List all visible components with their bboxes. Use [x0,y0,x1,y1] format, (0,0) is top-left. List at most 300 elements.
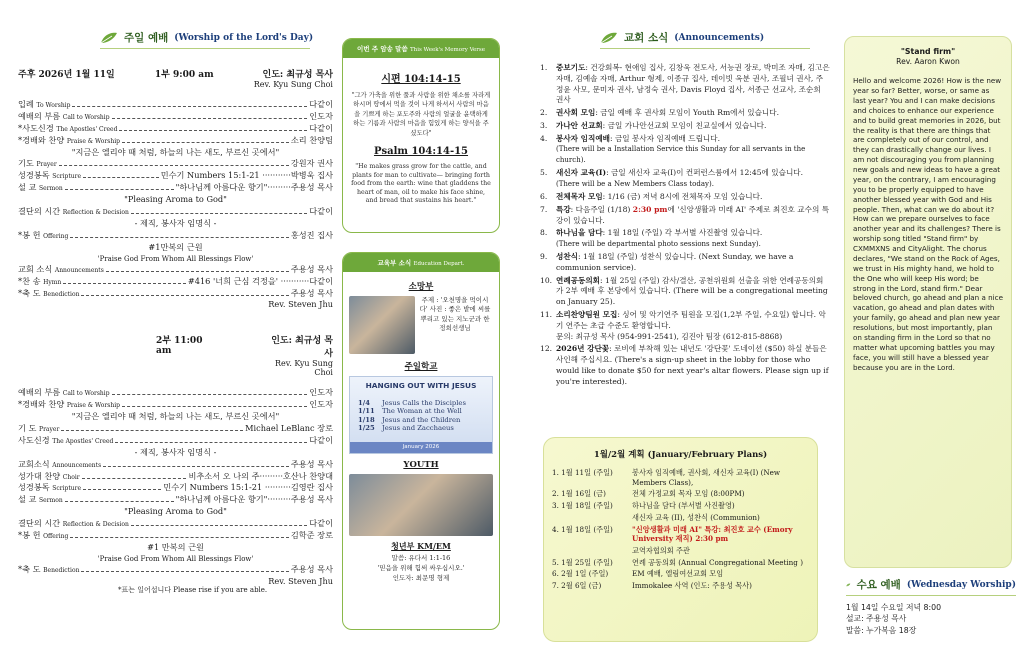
plan-event: 하나님을 담다 (부서별 사진촬영) [632,501,735,511]
order-leader-dots [112,394,308,395]
order-label-ko: 입례 [18,99,34,109]
order-label-ko: 교회소식 [18,458,50,469]
order-label-ko: *찬 송 [18,275,41,286]
km-leader: 인도자: 최문명 형제 [392,573,450,582]
order-label-ko: *축 도 [18,287,41,298]
order-label-en: To Worship [36,102,71,109]
order-center-sub: 'Praise God From Whom All Blessings Flow' [97,254,254,263]
leader-ko: 인도: 최규성 목사 [262,70,333,80]
announcement-heading: 봉사자 임직예배 [556,133,610,143]
order-label [18,135,120,147]
announcement-english: (There will be departmental photo sessions next Sunday). [556,240,761,249]
second-service-time: 2부 11:00 am [156,336,203,357]
announcement-item [540,252,830,274]
plan-row [552,558,809,570]
order-label-ko: 결단의 시간 [18,518,61,529]
announcement-heading: 권사회 모임 [556,108,596,118]
wed-details [846,602,1016,636]
order-label-ko: *축 도 [18,563,41,574]
announcement-heading: 2026년 강단꽃 [556,344,610,354]
order-label-en: Prayer [39,425,60,433]
order-row [18,206,333,218]
order-leader-dots [63,283,186,284]
announcements-header [600,30,830,45]
announcement-number: 4. [540,133,548,143]
edu-header-ko: 교육부 소식 [377,259,412,267]
order-center-sub: 'Praise God From Whom All Blessings Flow' [97,554,254,563]
order-value: 민수기 Numbers 15:1-21 ··········김영란 집사 [163,482,333,493]
order-value: 주용성 목사 [290,563,333,574]
order-row [18,182,333,194]
second-service-header [18,333,333,377]
announcement-heading: 가나안 선교회 [556,120,603,130]
order-center-text: - 제직, 봉사자 임명식 - [134,217,217,228]
announcement-body: : 금일 봉사자 임직예배 드립니다. [610,133,720,143]
order-row [18,230,333,242]
order-center-text: #1만복의 근원 [148,241,203,252]
order-value: 인도자 [309,387,333,398]
announcement-heading: 연례공동의회 [556,275,601,285]
km-em-section [343,540,499,583]
banner-title: HANGING OUT WITH JESUS [365,381,477,390]
order-row [18,518,333,530]
announcement-list [540,63,830,388]
memory-verse-box [342,38,500,233]
announcement-item [540,192,830,203]
order-label-ko: 사도신경 [18,434,50,445]
order-center-text: #1 만복의 근원 [147,541,204,552]
plan-date: 4. 1월 18일 (주일) [552,524,613,534]
lesson-item [358,399,466,407]
plan-row [552,525,809,546]
order-label-ko: 교회 소식 [18,263,53,274]
announcement-number: 6. [540,192,548,202]
order-label-ko: 설 교 [18,182,37,193]
lesson-date: 1/4 [358,399,370,407]
header-underline [846,595,1016,596]
order-row [18,111,333,123]
announcement-item [540,310,830,342]
stand-firm-box [844,36,1012,568]
first-service-order [18,99,333,311]
order-row [18,99,333,111]
education-header [343,253,499,272]
plan-date: 5. 1월 25일 (주일) [552,557,613,567]
order-center-line [18,194,333,206]
order-leader-dots [81,295,288,296]
sunday-worship-column [18,0,333,663]
announcement-english: (There will be a Installation Service this Sunday for all servants in the church). [556,145,806,165]
order-leader-dots [122,142,289,143]
announcement-body: : 금일 새신자 교육(I)이 컨퍼런스룸에서 12:45에 있습니다. [606,168,804,178]
order-value: 민수기 Numbers 15:1-21 ···········박병욱 집사 [160,170,333,181]
order-label [18,564,79,576]
announcement-item [540,344,830,387]
order-row [18,482,333,494]
order-value: 비추소서 오 나의 주·········호산나 찬양대 [188,470,333,481]
plan-row [552,546,809,558]
order-label [18,276,61,288]
order-value: 주용성 목사 [290,458,333,469]
lesson-date: 1/18 [358,415,375,424]
announcement-item [540,121,830,132]
leader-ko: 인도: 최규성 목사 [271,336,333,360]
wed-preacher: 설교: 주용성 목사 [846,614,907,624]
order-label-en: Choir [62,473,80,481]
order-leader-dots [103,466,289,467]
announcement-text [556,228,762,250]
plan-event: EM 예배, 엘림여선교회 모임 [632,569,724,579]
km-scripture: 말씀: 유다서 1:1-16 [391,554,451,562]
announcement-item [540,168,830,190]
order-value: 홍성진 집사 [290,229,333,240]
order-row [18,564,333,576]
order-row [18,276,333,288]
plan-date: 3. 1월 18일 (주일) [552,501,613,511]
plan-date [552,546,632,558]
order-label-ko: *봉 헌 [18,229,41,240]
plans-title: 1월/2월 계획 (January/February Plans) [593,450,768,460]
order-leader-dots [61,430,243,431]
leaf-icon [846,579,851,591]
plan-date: 1. 1월 11일 (주일) [552,468,613,477]
wed-datetime: 1월 14일 수요일 저녁 8:00 [846,603,942,612]
order-center-text: "지금은 엘리야 때 처럼, 하늘의 나는 새도, 부르신 곳에서" [71,146,280,157]
order-leader-dots [115,442,307,443]
order-row [18,435,333,447]
order-label [18,170,81,182]
announcement-body: : 1월 18일 (주일) 성찬식 있습니다. (Next Sunday, we have a communion service). [556,252,794,272]
leaf-icon [600,32,618,44]
second-service-leader [264,333,333,377]
order-row [18,264,333,276]
announcement-item [540,276,830,308]
announcement-text [556,63,830,106]
order-label-en: Announcements [52,461,102,469]
somang-row [343,296,499,354]
order-label-en: Benediction [43,566,80,574]
plans-table [552,468,809,593]
announcement-number: 8. [540,228,548,238]
announcement-text [556,344,830,387]
announcement-body: : 로비에 부착해 있는 내년도 '강단꽃' 도네이션 ($50) 하실 분들은 사인해 주십시요. (There's a sign-up sheet in the lobby for those who would like to donate $50 for next year's altar flowers. Please sign up if you're interested). [556,344,829,386]
announcement-text [556,108,779,119]
order-leader-dots [131,213,307,214]
order-leader-dots [131,525,307,526]
order-leader-dots [82,478,187,479]
announcement-heading: 중보기도 [556,63,586,72]
order-label-en: Reflection & Decision [62,209,129,217]
stand-firm-title: "Stand firm" [900,47,956,56]
order-row [18,530,333,542]
order-value: 다같이 [309,99,333,109]
middle-column [342,0,500,663]
announcement-body: : 1월 18일 (주일) 각 부서별 사진촬영 있습니다. [602,228,763,238]
announcement-number: 10. [540,275,553,285]
order-label-en: Scripture [52,173,82,181]
leader-en: Rev. Kyu Sung Choi [253,80,333,89]
announcement-text [556,276,830,308]
order-label-ko: 성경봉독 [18,482,50,493]
lesson-item [358,424,466,432]
order-signature: Rev. Steven Jhu [268,299,333,310]
verse-header-en: This Week's Memory Verse [410,47,485,53]
order-value: 다같이 [309,206,333,217]
order-center-line [18,218,333,230]
youth-photo [349,474,493,536]
order-leader-dots [112,118,308,119]
lesson-date: 1/25 [358,424,375,433]
announcement-highlight: 2:30 pm [632,204,668,214]
order-label-en: Sermon [39,185,63,193]
order-center-line [18,542,333,564]
order-label [18,206,129,218]
memory-verse-header [343,39,499,58]
leader-en: Rev. Kyu Sung Choi [275,359,333,378]
order-value: 인도자 [309,110,333,121]
plan-event: 전체 가정교회 목자 모임 (8:00PM) [632,489,745,499]
order-label-ko: *경배와 찬양 [18,134,65,145]
plan-row [552,489,809,501]
wed-title-ko: 수요 예배 [856,579,901,591]
lesson-title: The Woman at the Well [382,407,462,416]
wednesday-worship [846,577,1016,636]
banner-month: January 2026 [350,442,492,453]
announcement-number: 3. [540,120,548,130]
plan-row [552,501,809,513]
order-value: 주용성 목사 [290,263,333,274]
wed-scripture: 말씀: 누가복음 18장 [846,625,917,635]
plan-event: 봉사자 임직예배, 권사회, 새신자 교육(I) (New Members Class), [632,468,781,487]
wednesday-header [846,577,1016,592]
plan-event: 연례 공동의회 (Annual Congregational Meeting ) [632,557,803,567]
announcement-body: : 1월 25일 (주일) 감사/결산, 공천위원회 선출을 위한 연례공동의회가 2부 예배 후 본당에서 있습니다. (There will be a congregational meeting on January 25). [556,275,828,307]
order-leader-dots [83,177,159,178]
somang-text: 주제 : '오천명을 먹이시다' 사진 : 좋은 밭에 씨를 뿌리고 있는 지노군과 한정희선생님 [419,296,491,333]
order-label [18,99,70,111]
plans-box [543,437,818,642]
order-leader-dots [106,271,289,272]
leaf-icon [100,32,118,44]
order-value: Michael LeBlanc 장로 [245,422,333,433]
order-label [18,123,117,135]
order-label-en: Scripture [52,485,82,493]
order-center-line [18,447,333,459]
verse-header-ko: 이번 주 암송 말씀 [356,45,408,53]
announcement-body-cont: 에 '신앙생활과 미래 AI' 주제로 최진호 교수의 특강이 있습니다. [556,204,830,225]
announcement-number: 1. [540,63,548,72]
order-label [18,230,68,242]
announcements-title-ko: 교회 소식 [624,32,669,44]
order-row [18,459,333,471]
announcement-number: 2. [540,108,548,118]
first-service-leader [254,67,333,89]
announcement-text [556,121,766,132]
plan-date: 6. 2월 1일 (주일) [552,569,609,579]
order-center-line [18,506,333,518]
order-center-text: - 제직, 봉사자 임명식 - [134,446,217,457]
lesson-title: Jesus and Zacchaeus [382,424,454,433]
lesson-title: Jesus and the Children [382,415,461,424]
order-row [18,423,333,435]
announcement-body: : 1/16 (금) 저녁 8시에 전체목자 모임 있습니다. [602,192,763,202]
first-service-time: 1부 9:00 am [154,70,214,80]
order-center-line [18,242,333,264]
order-label [18,471,80,483]
order-label-en: Offering [43,232,69,240]
plan-date: 2. 1월 16일 (금) [552,489,606,499]
wed-title-en: (Wednesday Worship) [906,579,1016,590]
order-value: 다같이 [309,434,333,445]
order-label [18,494,63,506]
announcement-body: : 금일 가나안선교회 모임이 친교실에서 있습니다. [602,120,767,130]
plan-event: Immokalee 사역 (인도: 주용성 목사) [632,581,752,591]
order-value: 김학준 장로 [290,529,333,540]
sunday-school-title: 주일학교 [404,362,438,372]
order-label-ko: *경배와 찬양 [18,399,65,410]
order-value: 소리 찬양팀 [290,134,333,145]
plan-row [552,513,809,525]
order-label-en: Praise & Worship [66,137,120,145]
header-underline [600,48,810,49]
order-value: "하나님께 아름다운 향기"·········주용성 목사 [175,182,333,193]
education-box [342,252,500,630]
order-label-ko: 예배의 부름 [18,387,61,398]
order-label [18,288,79,300]
order-row [18,471,333,483]
order-label [18,111,110,123]
announcement-heading: 특강 [556,204,571,214]
order-label-ko: 예배의 부름 [18,110,61,121]
order-value: 주용성 목사 [290,287,333,298]
order-label-ko: *봉 헌 [18,529,41,540]
announcement-number: 9. [540,252,548,262]
order-label-ko: 성가대 찬양 [18,470,61,481]
km-title: 청년부 KM/EM [391,541,451,551]
header-underline [100,48,310,49]
announcement-number: 5. [540,168,548,178]
order-label [18,435,113,447]
plan-date: 7. 2월 6일 (금) [552,581,602,591]
order-label [18,264,104,276]
order-label [18,459,101,471]
plan-highlight: "신앙생활과 미래 AI" 특강: 최진호 교수 (Emory University 재직) 2:30 pm [632,524,793,544]
order-leader-dots [119,130,307,131]
plan-row [552,569,809,581]
order-leader-dots [70,237,288,238]
km-quote: '믿음을 위해 힘써 싸우십시오.' [377,563,465,572]
order-value: #416 '너희 근심 걱정을' ···········다같이 [187,275,333,286]
order-label [18,387,110,399]
announcement-english: (There will be a New Members Class today). [556,180,714,189]
order-label-en: Sermon [39,497,63,505]
order-label-en: Praise & Worship [66,402,120,410]
announcement-number: 11. [540,310,553,320]
order-label-en: Call to Worship [62,390,110,398]
order-label [18,158,57,170]
edu-header-en: Education Depart. [413,261,465,267]
announcement-body: : 다음주일 (1/18) [570,204,633,214]
order-leader-dots [81,571,288,572]
announcement-item [540,228,830,250]
lesson-date: 1/11 [358,407,375,416]
second-service-order [18,387,333,587]
plan-row [552,468,809,489]
plan-event: 새신자 교육 (II), 성찬식 (Communion) [632,512,760,522]
order-leader-dots [70,537,288,538]
order-row [18,288,333,300]
announcement-body: : 금일 예배 후 권사회 모임이 Youth Rm에서 있습니다. [595,108,779,118]
lesson-list [358,399,466,433]
order-leader-dots [65,501,174,502]
order-label-en: Announcements [54,266,104,274]
order-value: 다같이 [309,122,333,133]
announcement-number: 7. [540,204,548,214]
lesson-item [358,416,466,424]
order-value: 인도자 [309,399,333,410]
announcement-heading: 새신자 교육(I) [556,168,607,178]
plan-row [552,581,809,593]
order-label [18,399,120,411]
order-row [18,135,333,147]
order-row [18,170,333,182]
order-row [18,158,333,170]
announcement-number: 12. [540,344,553,354]
lesson-title: Jesus Calls the Disciples [382,399,466,407]
order-center-line [18,147,333,159]
order-label-en: The Apostles' Creed [56,125,118,133]
hanging-out-banner [349,376,493,454]
order-signature: Rev. Steven Jhu [268,575,333,586]
order-value: 다같이 [309,518,333,529]
announcement-text [556,192,762,203]
order-label-en: Hymn [43,278,62,286]
order-value: "하나님께 아름다운 향기"·········주용성 목사 [175,494,333,505]
order-center-text: "Pleasing Aroma to God" [124,506,227,517]
sunday-title-en: (Worship of the Lord's Day) [174,32,314,43]
order-label [18,482,81,494]
lesson-item [358,407,466,415]
order-label-en: Offering [43,532,69,540]
order-row [18,387,333,399]
order-label-ko: 설 교 [18,494,37,505]
order-center-text: "지금은 엘리야 때 처럼, 하늘의 나는 새도, 부르신 곳에서" [71,411,280,422]
verse-ref-ko: 시편 104:14-15 [381,74,461,85]
order-label-en: The Apostles' Creed [52,437,114,445]
announcement-heading: 소리찬양팀원 모집 [556,310,618,320]
stand-firm-author: Rev. Aaron Kwon [896,57,960,67]
verse-ref-en: Psalm 104:14-15 [373,146,469,158]
order-label [18,423,59,435]
order-label-ko: *사도신경 [18,122,54,133]
order-row [18,494,333,506]
order-label-en: Call to Worship [62,113,110,121]
announcement-text [556,310,830,342]
sunday-worship-header [100,30,333,45]
announcement-text [556,252,830,274]
order-label-en: Reflection & Decision [62,521,129,529]
announcement-item [540,108,830,119]
order-value: 강원자 권사 [290,158,333,169]
verse-text-en: "He makes grass grow for the cattle, and plants for man to cultivate— bringing forth food from the earth: wine that gladdens the heart of man, oil to make his face shine, and bread that sustains his heart." [351,163,491,205]
plan-date [552,513,632,525]
order-label-ko: 기 도 [18,422,37,433]
order-label [18,530,68,542]
order-leader-dots [83,489,161,490]
youth-title: YOUTH [403,460,439,470]
announcement-text [556,205,830,227]
verse-text-ko: "그가 가축을 위한 풀과 사람을 위한 채소를 자라게 하시며 땅에서 먹을 것이 나게 하셔서 사람의 마음을 기쁘게 하는 포도주와 사람의 얼굴을 윤택하게 하는 기름과 사람의 마음을 힘있게 하는 양식을 주셨도다" [351,92,491,137]
